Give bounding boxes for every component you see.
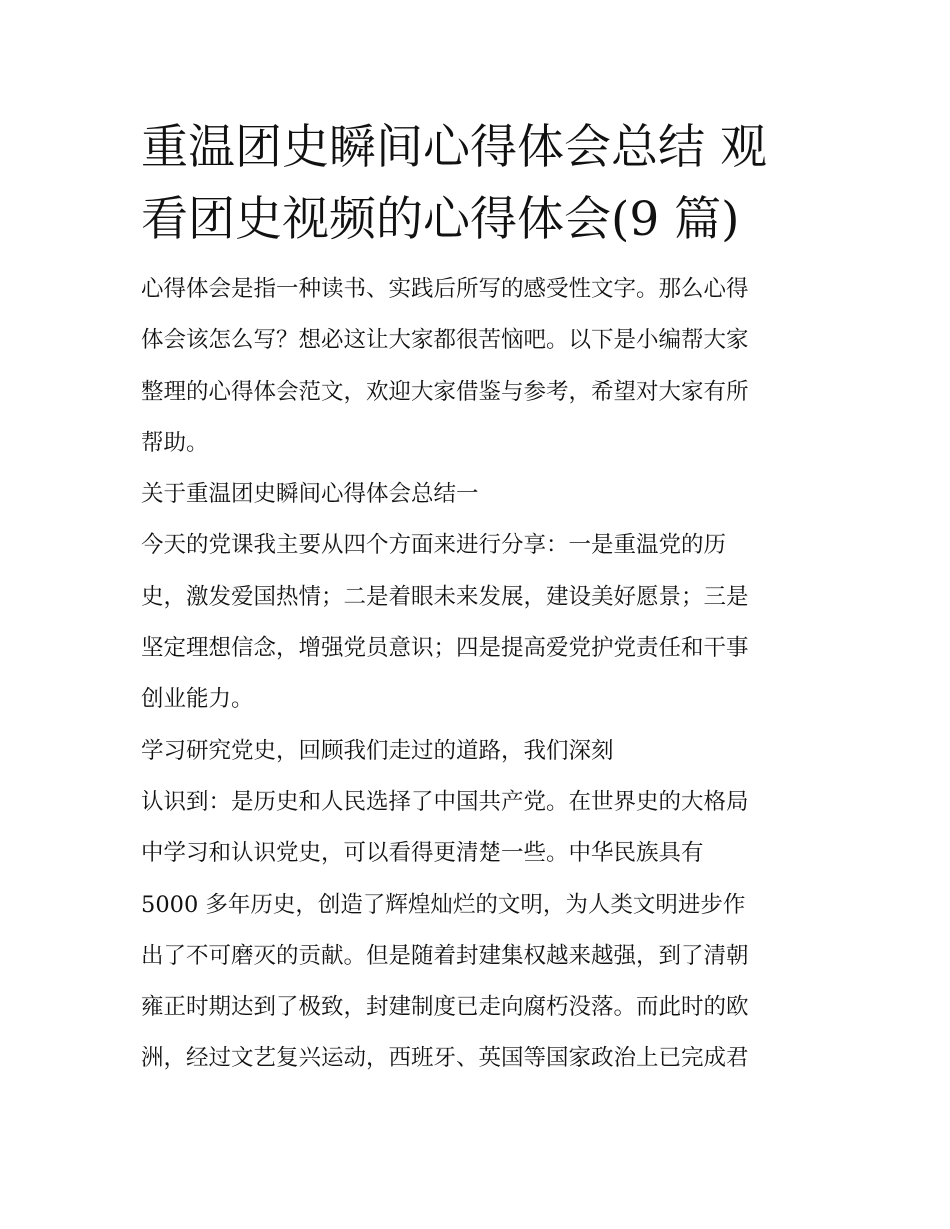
paragraph-line: 坚定理想信念，增强党员意识；四是提高爱党护党责任和干事 — [141, 635, 749, 662]
paragraph-line: 学习研究党史，回顾我们走过的道路，我们深刻 — [141, 737, 614, 764]
paragraph-line: 雍正时期达到了极致，封建制度已走向腐朽没落。而此时的欧 — [141, 994, 749, 1021]
section-heading: 关于重温团史瞬间心得体会总结一 — [141, 481, 479, 508]
paragraph-line: 今天的党课我主要从四个方面来进行分享：一是重温党的历 — [141, 532, 727, 559]
intro-line: 体会该怎么写？想必这让大家都很苦恼吧。以下是小编帮大家 — [141, 327, 749, 354]
paragraph-line: 创业能力。 — [141, 686, 254, 713]
document-body — [141, 264, 813, 1085]
intro-line: 整理的心得体会范文，欢迎大家借鉴与参考，希望对大家有所 — [141, 378, 749, 405]
paragraph-line: 5000 多年历史，创造了辉煌灿烂的文明，为人类文明进步作 — [141, 891, 746, 918]
title-line: 重温团史瞬间心得体会总结 观 — [141, 120, 767, 175]
document-title — [141, 112, 813, 256]
paragraph-line: 中学习和认识党史，可以看得更清楚一些。中华民族具有 — [141, 840, 704, 867]
paragraph-line: 洲，经过文艺复兴运动，西班牙、英国等国家政治上已完成君 — [141, 1045, 749, 1072]
intro-line: 心得体会是指一种读书、实践后所写的感受性文字。那么心得 — [141, 276, 749, 302]
paragraph-line: 认识到：是历史和人民选择了中国共产党。在世界史的大格局 — [141, 788, 749, 815]
paragraph-line: 出了不可磨灭的贡献。但是随着封建集权越来越强，到了清朝 — [141, 942, 749, 969]
title-line: 看团史视频的心得体会(9 篇) — [141, 192, 740, 247]
intro-line: 帮助。 — [141, 429, 209, 456]
document-content — [141, 112, 813, 1085]
paragraph-line: 史，激发爱国热情；二是着眼未来发展，建设美好愿景；三是 — [141, 583, 749, 610]
